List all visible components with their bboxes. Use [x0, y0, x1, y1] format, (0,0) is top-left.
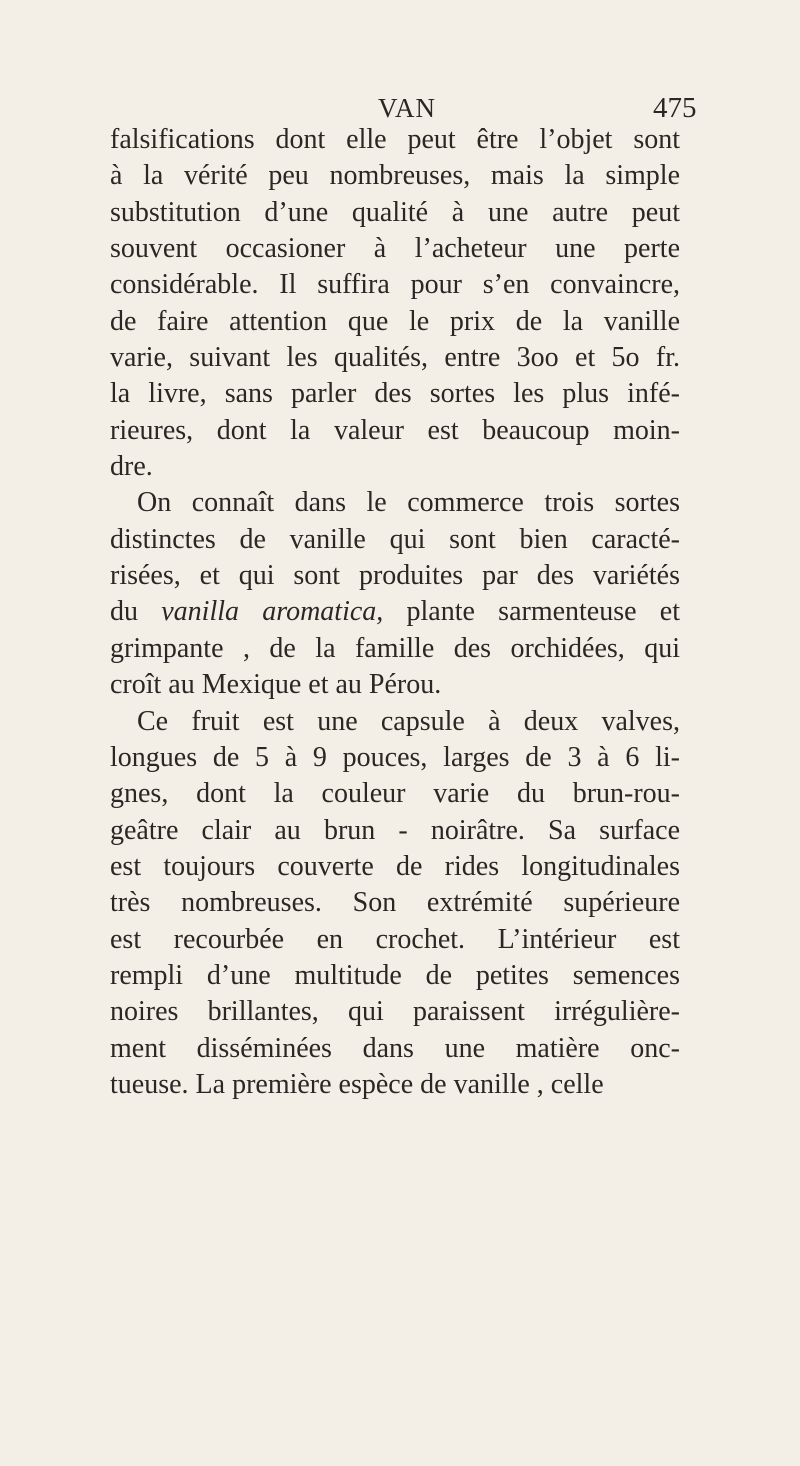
text-line: de faire attention que le prix de la vanille	[110, 305, 680, 337]
text-line: est recourbée en crochet. L’intérieur est	[110, 923, 680, 955]
text-line: falsifications dont elle peut être l’objet sont	[110, 124, 680, 155]
text-line: rempli d’une multitude de petites semences	[110, 959, 680, 991]
text-line: Ce fruit est une capsule à deux valves,	[137, 705, 680, 737]
text-line: gnes, dont la couleur varie du brun-rou-	[110, 778, 680, 810]
line-prefix: du	[110, 596, 162, 628]
text-line: est toujours couverte de rides longitudinales	[110, 850, 680, 882]
text-line: la livre, sans parler des sortes les plus infé-	[110, 378, 680, 410]
text-line: dre.	[110, 451, 153, 483]
text-line: grimpante , de la famille des orchidées, qui	[110, 632, 680, 664]
running-title: VAN	[378, 93, 437, 123]
text-line: longues de 5 à 9 pouces, larges de 3 à 6 li-	[110, 741, 680, 773]
text-line: risées, et qui sont produites par des variétés	[110, 560, 680, 592]
text-line: distinctes de vanille qui sont bien caracté-	[110, 523, 680, 555]
text-line: varie, suivant les qualités, entre 3oo et 5o fr.	[110, 342, 680, 374]
text-line: souvent occasioner à l’acheteur une perte	[110, 233, 680, 265]
text-line: substitution d’une qualité à une autre peut	[110, 196, 680, 228]
line-suffix: plante sarmenteuse et	[383, 596, 680, 628]
body-text	[110, 122, 680, 1103]
text-line: considérable. Il suffira pour s’en convaincre,	[110, 269, 680, 301]
text-line: tueuse. La première espèce de vanille , celle	[110, 1068, 604, 1100]
text-line: On connaît dans le commerce trois sortes	[137, 487, 680, 519]
botanical-name: vanilla aromatica,	[161, 596, 384, 628]
text-line: croît au Mexique et au Pérou.	[110, 669, 442, 701]
text-line: à la vérité peu nombreuses, mais la simple	[110, 160, 680, 192]
text-line: rieures, dont la valeur est beaucoup moin-	[110, 414, 680, 446]
text-line: noires brillantes, qui paraissent irrégulière-	[110, 996, 680, 1028]
text-line: ment disséminées dans une matière onc-	[110, 1032, 680, 1064]
page-number: 475	[653, 92, 697, 124]
text-line: très nombreuses. Son extrémité supérieure	[110, 887, 680, 919]
text-line	[110, 594, 680, 630]
text-line: geâtre clair au brun - noirâtre. Sa surface	[110, 814, 680, 846]
